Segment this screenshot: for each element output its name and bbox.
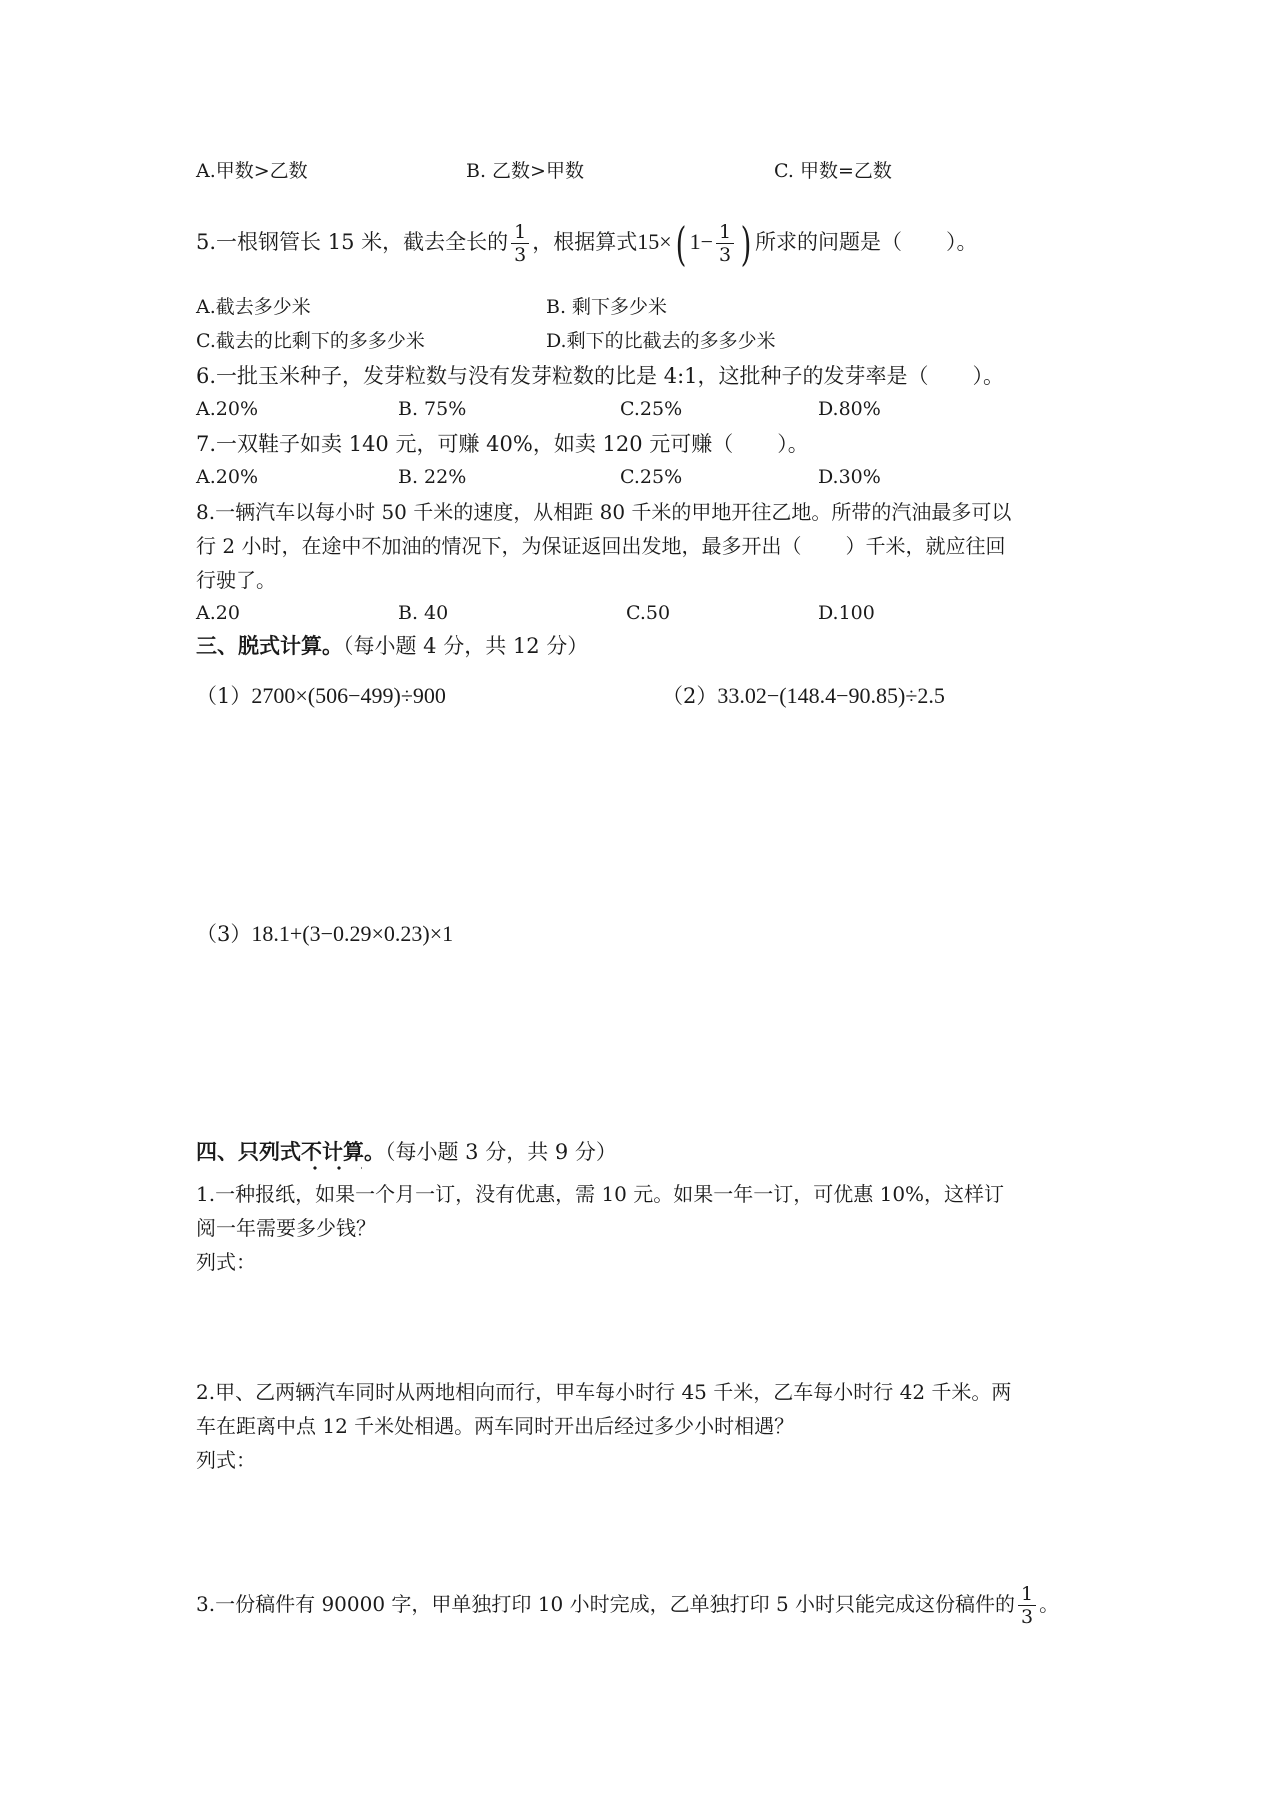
q5-frac-num: 1 (511, 221, 529, 244)
p1-answer-label: 列式： (196, 1250, 256, 1274)
q5-fraction-inner (716, 221, 734, 266)
p3-frac-num: 1 (1018, 1583, 1036, 1606)
q5-option-d: D.剩下的比截去的多多少米 (546, 330, 776, 352)
q7-option-c: C.25% (620, 466, 683, 488)
p1-line-1: 1.一种报纸，如果一个月一订，没有优惠，需 10 元。如果一年一订，可优惠 10%，这样订 (196, 1182, 1005, 1206)
calc-2-expression: 33.02−(148.4−90.85)÷2.5 (717, 683, 945, 708)
q5-paren-right: ) (740, 216, 752, 271)
q8-option-c: C.50 (626, 602, 671, 624)
q8-line-3: 行驶了。 (196, 568, 276, 592)
p2-answer-label: 列式： (196, 1448, 256, 1472)
q6-text: 6.一批玉米种子，发芽粒数与没有发芽粒数的比是 4:1，这批种子的发芽率是（ (196, 364, 929, 388)
q6-text-end: ）。 (972, 364, 1005, 388)
q5-text-pre: 5.一根钢管长 15 米，截去全长的 (196, 230, 509, 254)
p3-frac-den: 3 (1021, 1606, 1034, 1628)
q5-paren-left: ( (675, 216, 686, 271)
q5-text-mid: ，根据算式 (532, 230, 638, 254)
q8-option-d: D.100 (818, 602, 875, 624)
calc-2 (662, 682, 945, 710)
p3-text-end: 。 (1039, 1592, 1060, 1616)
section-4-title-emphasis: 不计算 (301, 1139, 364, 1164)
p3-text: 3.一份稿件有 90000 字，甲单独打印 10 小时完成，乙单独打印 5 小时只能完成这份稿件的 (196, 1592, 1016, 1616)
q5-option-a: A.截去多少米 (196, 296, 311, 318)
q4-option-c: C. 甲数=乙数 (774, 160, 892, 182)
calc-3-expression: 18.1+(3−0.29×0.23)×1 (251, 921, 454, 946)
q8-line-2-b: ）千米，就应往回 (845, 534, 1006, 558)
calc-3-label: （3） (196, 922, 252, 946)
calc-3 (196, 920, 453, 948)
q4-option-a: A.甲数>乙数 (196, 160, 308, 182)
section-3-score: （每小题 4 分，共 12 分） (343, 634, 589, 658)
p3-fraction (1018, 1583, 1036, 1628)
calc-1-label: （1） (196, 684, 252, 708)
q5-inner-den: 3 (719, 244, 732, 266)
q5-text-post: 所求的问题是（ (755, 230, 903, 254)
calc-2-label: （2） (662, 684, 718, 708)
q8-line-2 (196, 532, 1005, 560)
question-6 (196, 362, 1004, 390)
q5-text-end: ）。 (946, 230, 978, 254)
q5-expr-a: 15× (637, 229, 672, 254)
section-4-score: （每小题 3 分，共 9 分） (385, 1140, 617, 1164)
q5-expr-b: 1− (689, 229, 713, 254)
q6-option-c: C.25% (620, 398, 683, 420)
p1-line-2: 阅一年需要多少钱？ (196, 1216, 376, 1240)
question-5 (196, 212, 978, 272)
q8-option-b: B. 40 (398, 602, 449, 624)
section-4-title-a: 四、只列式 (196, 1139, 301, 1164)
q4-option-b: B. 乙数>甲数 (466, 160, 584, 182)
p2-line-2: 车在距离中点 12 千米处相遇。两车同时开出后经过多少小时相遇？ (196, 1414, 795, 1438)
q5-option-c: C.截去的比剩下的多多少米 (196, 330, 425, 352)
p3-line-1 (196, 1576, 1059, 1632)
q7-text-end: ）。 (777, 432, 809, 456)
q6-option-b: B. 75% (398, 398, 467, 420)
q8-option-a: A.20 (196, 602, 240, 624)
calc-1 (196, 682, 446, 710)
q6-option-d: D.80% (818, 398, 881, 420)
q8-line-2-a: 行 2 小时，在途中不加油的情况下，为保证返回出发地，最多开出（ (196, 534, 802, 558)
q7-option-d: D.30% (818, 466, 881, 488)
q5-inner-num: 1 (716, 221, 734, 244)
p2-line-1: 2.甲、乙两辆汽车同时从两地相向而行，甲车每小时行 45 千米，乙车每小时行 42 千米。两 (196, 1380, 1012, 1404)
q5-option-b: B. 剩下多少米 (546, 296, 668, 318)
q7-text: 7.一双鞋子如卖 140 元，可赚 40%，如卖 120 元可赚（ (196, 432, 734, 456)
q5-frac-den: 3 (514, 244, 527, 266)
q7-option-b: B. 22% (398, 466, 467, 488)
calc-1-expression: 2700×(506−499)÷900 (251, 683, 446, 708)
section-4-heading (196, 1138, 617, 1166)
q6-option-a: A.20% (196, 398, 258, 420)
q7-option-a: A.20% (196, 466, 258, 488)
section-3-title: 三、脱式计算。 (196, 633, 343, 658)
section-3-heading (196, 632, 588, 660)
q5-fraction (511, 221, 529, 266)
question-7 (196, 430, 809, 458)
q8-line-1: 8.一辆汽车以每小时 50 千米的速度，从相距 80 千米的甲地开往乙地。所带的汽油最多可以 (196, 500, 1012, 524)
section-4-title-b: 。 (364, 1139, 385, 1164)
